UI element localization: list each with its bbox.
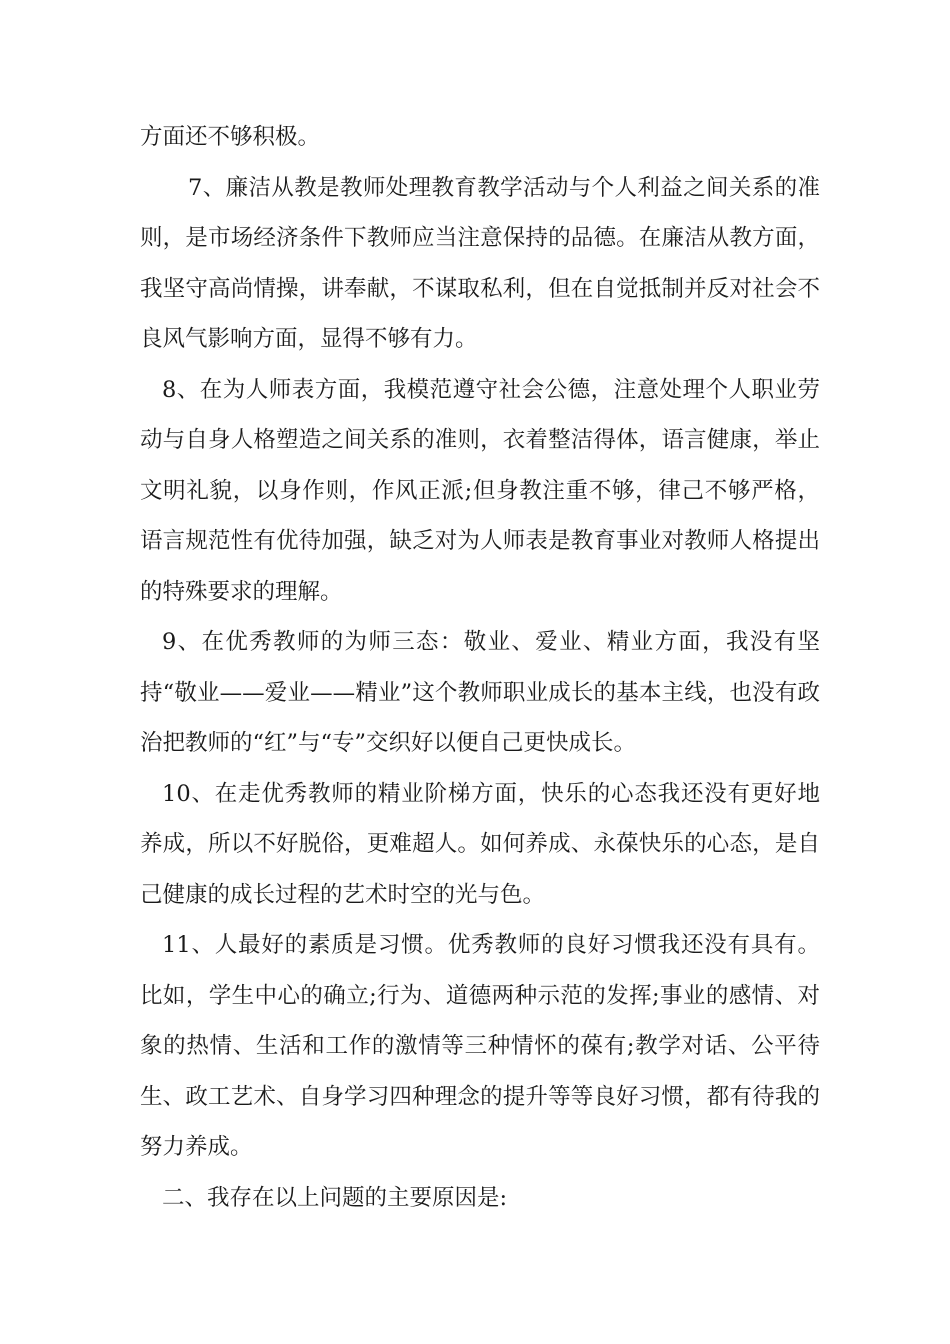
paragraph-item-11: 11、人最好的素质是习惯。优秀教师的良好习惯我还没有具有。比如，学生中心的确立;行为、道德两种示范的发挥;事业的感情、对象的热情、生活和工作的激情等三种情怀的葆有;教学对话、公平待生、政工艺术、自身学习四种理念的提升等等良好习惯，都有待我的努力养成。	[140, 932, 820, 1160]
paragraph-item-9: 9、在优秀教师的为师三态：敬业、爱业、精业方面，我没有坚持“敬业——爱业——精业”这个教师职业成长的基本主线，也没有政治把教师的“红”与“专”交织好以便自己更快成长。	[140, 629, 820, 756]
section-heading-causes: 二、我存在以上问题的主要原因是:	[162, 1184, 508, 1211]
paragraph-item-8: 8、在为人师表方面，我模范遵守社会公德，注意处理个人职业劳动与自身人格塑造之间关系的准则，衣着整洁得体，语言健康，举止文明礼貌，以身作则，作风正派;但身教注重不够，律己不够严格，语言规范性有优待加强，缺乏对为人师表是教育事业对教师人格提出的特殊要求的理解。	[140, 376, 820, 605]
paragraph-item-10: 10、在走优秀教师的精业阶梯方面，快乐的心态我还没有更好地养成，所以不好脱俗，更难超人。如何养成、永葆快乐的心态，是自己健康的成长过程的艺术时空的光与色。	[140, 780, 820, 908]
paragraph-item-7: 7、廉洁从教是教师处理教育教学活动与个人利益之间关系的准则，是市场经济条件下教师应当注意保持的品德。在廉洁从教方面，我坚守高尚情操，讲奉献，不谋取私利，但在自觉抵制并反对社会不良风气影响方面，显得不够有力。	[140, 174, 820, 352]
document-page	[140, 112, 820, 1223]
paragraph-continuation: 方面还不够积极。	[140, 124, 321, 150]
